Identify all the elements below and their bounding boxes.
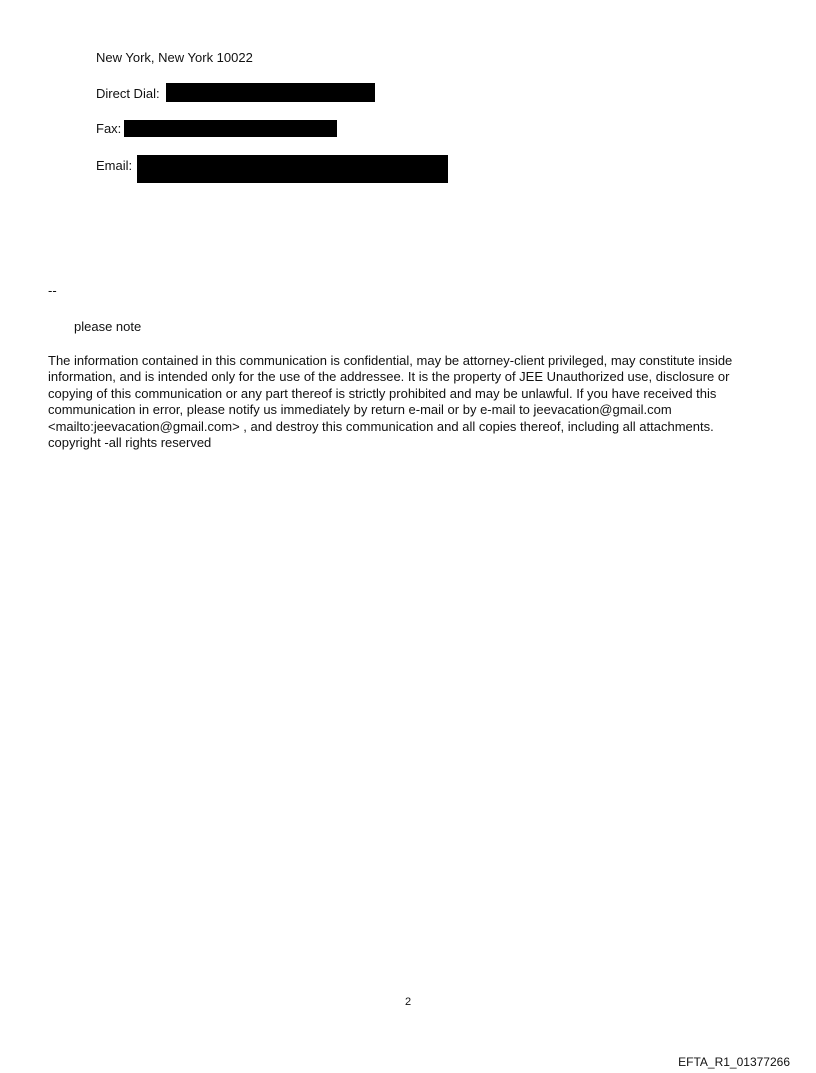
page-number: 2 [404,996,412,1008]
email-redaction [137,155,448,183]
direct-dial-label: Direct Dial: [96,86,160,101]
fax-redaction [124,120,337,137]
address-city-line: New York, New York 10022 [96,50,253,65]
direct-dial-redaction [166,83,375,102]
bates-number: EFTA_R1_01377266 [678,1055,790,1069]
note-text: please note [74,319,142,334]
email-label: Email: [96,158,133,173]
confidentiality-disclaimer: The information contained in this communication is confidential, may be attorney-client privileged, may constitute inside information, and is intended only for the use of the addressee. It is the property of JEE Unauthorized use, disclosure or copying of this communication or any part thereof is strictly prohibited and may be unlawful. If you have received this communication in error, please notify us immediately by return e-mail or by e-mail to jeevacation@gmail.com <mailto:jeevacation@gmail.com> , and destroy this communication and all copies thereof, including all attachments. copyright -all rights reserved [48,353,733,451]
fax-label: Fax: [96,121,122,136]
signature-separator: -- [48,283,57,298]
